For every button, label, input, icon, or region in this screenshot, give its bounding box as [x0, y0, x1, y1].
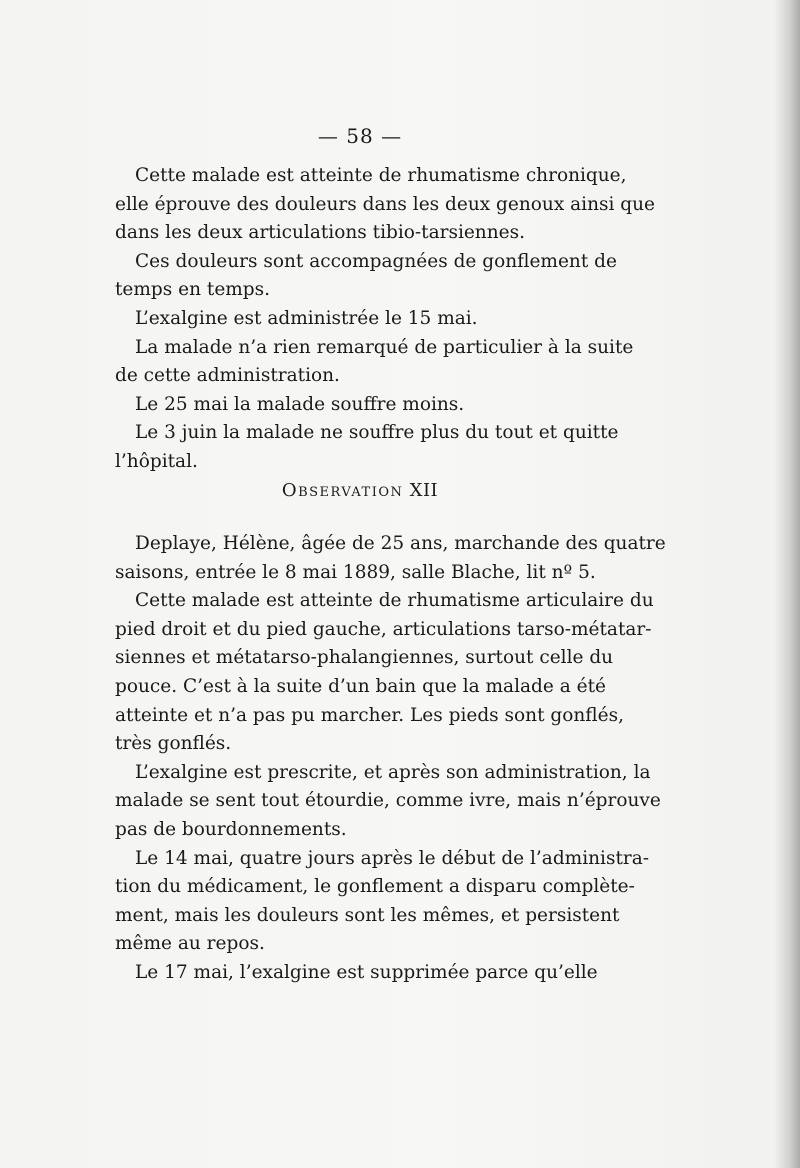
text-line: l’hôpital.: [115, 450, 198, 472]
text-line: L’exalgine est prescrite, et après son administration, la: [135, 761, 651, 783]
text-line: atteinte et n’a pas pu marcher. Les pieds sont gonflés,: [115, 704, 624, 726]
text-line: temps en temps.: [115, 279, 271, 301]
text-line: Le 14 mai, quatre jours après le début de l’administra-: [135, 847, 650, 869]
text-line: Cette malade est atteinte de rhumatisme articulaire du: [135, 590, 654, 612]
text-line: Le 25 mai la malade souffre moins.: [135, 393, 465, 415]
text-line: ment, mais les douleurs sont les mêmes, et persistent: [115, 904, 620, 926]
page-edge-shadow: [774, 0, 800, 1168]
text-line: saisons, entrée le 8 mai 1889, salle Blache, lit nº 5.: [115, 561, 596, 583]
text-block-1: [115, 162, 655, 477]
text-line: pas de bourdonnements.: [115, 818, 347, 840]
text-line: de cette administration.: [115, 365, 340, 387]
observation-word: Observation: [281, 480, 404, 501]
text-line: Le 3 juin la malade ne souffre plus du tout et quitte: [135, 422, 619, 444]
text-line: pouce. C’est à la suite d’un bain que la malade a été: [115, 675, 606, 697]
text-line: siennes et métatarso-phalangiennes, surtout celle du: [115, 647, 614, 669]
text-line: Deplaye, Hélène, âgée de 25 ans, marchande des quatre: [135, 533, 666, 554]
text-line: Le 17 mai, l’exalgine est supprimée parce qu’elle: [135, 961, 598, 983]
text-line: même au repos.: [115, 933, 265, 955]
text-line: L’exalgine est administrée le 15 mai.: [135, 307, 478, 329]
text-line: malade se sent tout étourdie, comme ivre, mais n’éprouve: [115, 790, 661, 812]
text-line: Cette malade est atteinte de rhumatisme chronique,: [135, 165, 627, 186]
observation-number: XII: [409, 480, 439, 501]
text-line: pied droit et du pied gauche, articulations tarso-métatar-: [115, 618, 652, 640]
text-line: tion du médicament, le gonflement a disparu complète-: [115, 876, 635, 898]
page-number: — 58 —: [317, 124, 403, 148]
text-line: dans les deux articulations tibio-tarsiennes.: [115, 222, 525, 244]
observation-heading: [0, 480, 720, 501]
text-line: très gonflés.: [115, 733, 232, 755]
text-line: Ces douleurs sont accompagnées de gonflement de: [135, 250, 617, 272]
text-block-2: [115, 530, 666, 988]
text-line: elle éprouve des douleurs dans les deux genoux ainsi que: [115, 193, 655, 215]
text-line: La malade n’a rien remarqué de particulier à la suite: [135, 336, 634, 358]
